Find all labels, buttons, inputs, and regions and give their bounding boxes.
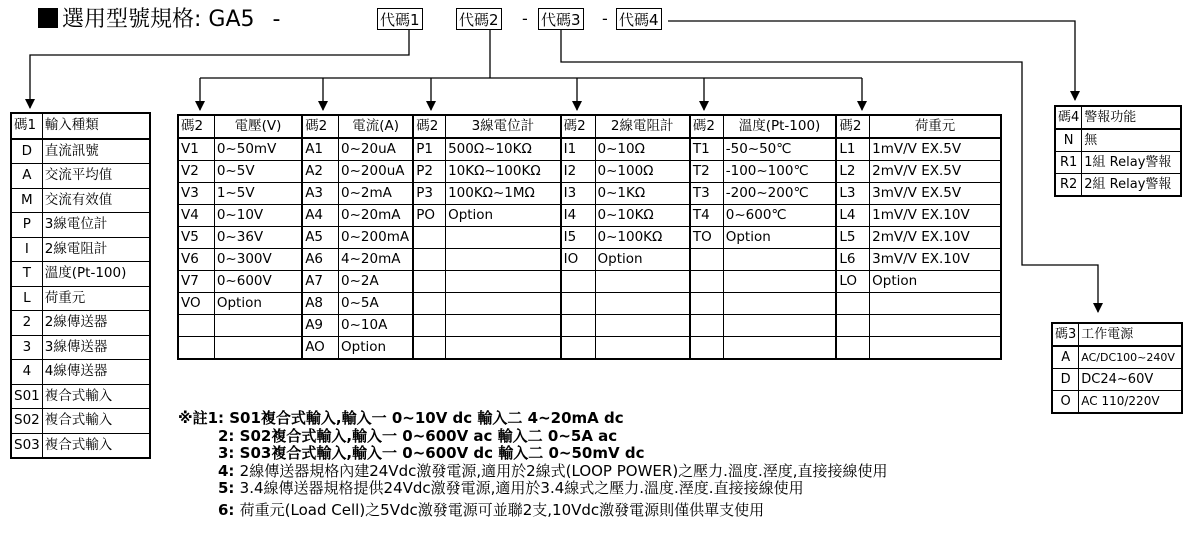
range-cell: 0~20mA bbox=[339, 205, 414, 227]
code-cell bbox=[561, 315, 595, 337]
code-cell: T4 bbox=[690, 205, 723, 227]
code-cell: A5 bbox=[302, 227, 338, 249]
code-cell: L4 bbox=[836, 205, 869, 227]
range-cell: 0~5V bbox=[214, 161, 302, 183]
code-cell: L6 bbox=[836, 249, 869, 271]
range-cell: 2mV/V EX.5V bbox=[870, 161, 1001, 183]
range-cell: 0~1KΩ bbox=[595, 183, 690, 205]
table-row: I 2線電阻計 bbox=[11, 237, 150, 262]
code-cell: VO bbox=[178, 293, 214, 315]
range-cell bbox=[723, 315, 836, 337]
code-cell: V5 bbox=[178, 227, 214, 249]
code-cell: A6 bbox=[302, 249, 338, 271]
code-cell: A8 bbox=[302, 293, 338, 315]
note-item: 4: 2線傳送器規格內建24Vdc激發電源,適用於2線式(LOOP POWER)之壓力.溫度.溼度,直接接線使用 bbox=[218, 461, 888, 480]
range-cell bbox=[595, 271, 690, 293]
code-separator: - bbox=[522, 9, 528, 28]
code-separator: - bbox=[602, 9, 608, 28]
code-cell bbox=[561, 271, 595, 293]
range-cell: 3mV/V EX.5V bbox=[870, 183, 1001, 205]
range-cell bbox=[723, 293, 836, 315]
range-cell bbox=[446, 249, 561, 271]
range-cell: 0~50mV bbox=[214, 138, 302, 161]
code-cell bbox=[561, 337, 595, 360]
range-cell: -50~50℃ bbox=[723, 138, 836, 161]
table-row bbox=[178, 138, 1001, 161]
table-row: A 交流平均值 bbox=[11, 164, 150, 189]
range-cell bbox=[595, 315, 690, 337]
range-cell: 1mV/V EX.10V bbox=[870, 205, 1001, 227]
note-item: ※註1: S01複合式輸入,輸入一 0~10V dc 輸入二 4~20mA dc bbox=[178, 409, 624, 427]
table-row: D DC24~60V bbox=[1052, 369, 1182, 391]
table-row: O AC 110/220V bbox=[1052, 391, 1182, 414]
code-cell: LO bbox=[836, 271, 869, 293]
note-item: 3: S03複合式輸入,輸入一 0~600V dc 輸入二 0~50mV dc bbox=[218, 444, 645, 462]
range-cell: 0~20uA bbox=[339, 138, 414, 161]
table-row bbox=[178, 271, 1001, 293]
range-cell: 0~200uA bbox=[339, 161, 414, 183]
notes-block bbox=[178, 410, 888, 519]
range-cell: 4~20mA bbox=[339, 249, 414, 271]
range-cell: Option bbox=[723, 227, 836, 249]
code-cell: TO bbox=[690, 227, 723, 249]
table-row bbox=[178, 161, 1001, 183]
code-box-3: 代碼3 bbox=[538, 8, 584, 30]
table-row: S02 複合式輸入 bbox=[11, 409, 150, 434]
range-cell bbox=[595, 293, 690, 315]
code-box-4: 代碼4 bbox=[616, 8, 662, 30]
header-input-type: 輸入種類 bbox=[42, 113, 150, 139]
alarm-table bbox=[1054, 105, 1182, 197]
code-cell bbox=[413, 337, 445, 360]
range-cell: Option bbox=[595, 249, 690, 271]
range-table bbox=[177, 114, 1002, 360]
code-cell: A9 bbox=[302, 315, 338, 337]
code-cell: P3 bbox=[413, 183, 445, 205]
table-row: 4 4線傳送器 bbox=[11, 360, 150, 385]
table-row: 2 2線傳送器 bbox=[11, 311, 150, 336]
code-cell: L3 bbox=[836, 183, 869, 205]
table-row bbox=[178, 205, 1001, 227]
range-cell: 1~5V bbox=[214, 183, 302, 205]
code-cell: A2 bbox=[302, 161, 338, 183]
code-cell: V7 bbox=[178, 271, 214, 293]
range-cell: 0~100KΩ bbox=[595, 227, 690, 249]
code-cell: AO bbox=[302, 337, 338, 360]
code-cell bbox=[178, 337, 214, 360]
header-code1: 碼1 bbox=[11, 113, 42, 139]
table-header-row: 碼2 電壓(V) 碼2 電流(A) 碼2 3線電位計 碼2 2線電阻計 碼2 溫度(Pt-100) 碼2 荷重元 bbox=[178, 115, 1001, 138]
code-cell: I2 bbox=[561, 161, 595, 183]
code-cell: T1 bbox=[690, 138, 723, 161]
range-cell bbox=[446, 337, 561, 360]
table-row: S01 複合式輸入 bbox=[11, 384, 150, 409]
range-cell bbox=[870, 315, 1001, 337]
range-cell bbox=[870, 337, 1001, 360]
code-cell bbox=[690, 293, 723, 315]
code-cell bbox=[178, 315, 214, 337]
range-cell bbox=[214, 315, 302, 337]
power-table bbox=[1051, 322, 1183, 414]
range-cell: 0~600℃ bbox=[723, 205, 836, 227]
code-cell bbox=[413, 249, 445, 271]
table-row bbox=[178, 293, 1001, 315]
table-row: P 3線電位計 bbox=[11, 213, 150, 238]
code-cell bbox=[690, 271, 723, 293]
code-cell: I3 bbox=[561, 183, 595, 205]
table-row: M 交流有效值 bbox=[11, 188, 150, 213]
table-row bbox=[178, 337, 1001, 360]
range-cell bbox=[446, 293, 561, 315]
code-cell: PO bbox=[413, 205, 445, 227]
table-row: L 荷重元 bbox=[11, 286, 150, 311]
code-cell: T2 bbox=[690, 161, 723, 183]
code-cell: A1 bbox=[302, 138, 338, 161]
range-cell: Option bbox=[214, 293, 302, 315]
code-cell: I1 bbox=[561, 138, 595, 161]
code-cell bbox=[690, 249, 723, 271]
range-cell: 1mV/V EX.5V bbox=[870, 138, 1001, 161]
page-title: 選用型號規格: GA5 - bbox=[38, 6, 280, 34]
code-cell bbox=[836, 293, 869, 315]
square-bullet-icon bbox=[38, 8, 58, 28]
code-cell: A3 bbox=[302, 183, 338, 205]
range-cell: 0~36V bbox=[214, 227, 302, 249]
table-row bbox=[178, 315, 1001, 337]
range-cell: 500Ω~10KΩ bbox=[446, 138, 561, 161]
table-row: R1 1組 Relay警報 bbox=[1055, 152, 1181, 174]
code-cell: P2 bbox=[413, 161, 445, 183]
range-cell: 0~10Ω bbox=[595, 138, 690, 161]
range-cell: 0~10KΩ bbox=[595, 205, 690, 227]
range-cell: -100~100℃ bbox=[723, 161, 836, 183]
table-row: N 無 bbox=[1055, 129, 1181, 152]
range-cell: 0~2mA bbox=[339, 183, 414, 205]
range-cell bbox=[446, 315, 561, 337]
range-cell bbox=[446, 271, 561, 293]
range-cell: 0~200mA bbox=[339, 227, 414, 249]
table-header-row: 碼3 工作電源 bbox=[1052, 323, 1182, 346]
note-item: 2: S02複合式輸入,輸入一 0~600V ac 輸入二 0~5A ac bbox=[218, 426, 618, 445]
table-row: T 溫度(Pt-100) bbox=[11, 262, 150, 287]
code-cell: IO bbox=[561, 249, 595, 271]
code-cell: L2 bbox=[836, 161, 869, 183]
range-cell: 10KΩ~100KΩ bbox=[446, 161, 561, 183]
code-cell: V3 bbox=[178, 183, 214, 205]
code-cell bbox=[413, 293, 445, 315]
table-row bbox=[178, 249, 1001, 271]
code-cell bbox=[690, 337, 723, 360]
range-cell: -200~200℃ bbox=[723, 183, 836, 205]
code-box-1: 代碼1 bbox=[377, 8, 423, 30]
code-cell bbox=[561, 293, 595, 315]
code-cell bbox=[413, 227, 445, 249]
code-cell: A7 bbox=[302, 271, 338, 293]
connector-code1 bbox=[30, 30, 409, 108]
range-cell bbox=[214, 337, 302, 360]
code-cell: I5 bbox=[561, 227, 595, 249]
code-cell bbox=[836, 337, 869, 360]
table-row: S03 複合式輸入 bbox=[11, 433, 150, 458]
table-row: D 直流訊號 bbox=[11, 139, 150, 164]
table-header-row: 碼4 警報功能 bbox=[1055, 106, 1181, 129]
code-cell bbox=[413, 271, 445, 293]
code-cell bbox=[690, 315, 723, 337]
range-cell: 2mV/V EX.10V bbox=[870, 227, 1001, 249]
range-cell: Option bbox=[870, 271, 1001, 293]
code-cell: V4 bbox=[178, 205, 214, 227]
range-cell: 0~100Ω bbox=[595, 161, 690, 183]
code-cell: V6 bbox=[178, 249, 214, 271]
input-type-table bbox=[10, 112, 151, 459]
table-header-row bbox=[11, 113, 150, 139]
range-cell bbox=[723, 249, 836, 271]
table-row: R2 2組 Relay警報 bbox=[1055, 174, 1181, 197]
range-cell: 100KΩ~1MΩ bbox=[446, 183, 561, 205]
table-row: 3 3線傳送器 bbox=[11, 335, 150, 360]
code-cell: L1 bbox=[836, 138, 869, 161]
code-cell: L5 bbox=[836, 227, 869, 249]
range-cell bbox=[446, 227, 561, 249]
connector-code4 bbox=[668, 21, 1075, 100]
code-cell: I4 bbox=[561, 205, 595, 227]
range-cell: Option bbox=[339, 337, 414, 360]
range-cell: 0~10A bbox=[339, 315, 414, 337]
range-cell: 3mV/V EX.10V bbox=[870, 249, 1001, 271]
range-cell: 0~600V bbox=[214, 271, 302, 293]
table-row bbox=[178, 227, 1001, 249]
code-box-2: 代碼2 bbox=[456, 8, 502, 30]
code-cell bbox=[836, 315, 869, 337]
range-cell: 0~10V bbox=[214, 205, 302, 227]
note-item: 6: 荷重元(Load Cell)之5Vdc激發電源可並聯2支,10Vdc激發電源則僅供單支使用 bbox=[218, 500, 765, 519]
code-cell bbox=[413, 315, 445, 337]
range-cell: 0~5A bbox=[339, 293, 414, 315]
code-cell: V1 bbox=[178, 138, 214, 161]
table-row bbox=[178, 183, 1001, 205]
code-cell: T3 bbox=[690, 183, 723, 205]
range-cell bbox=[870, 293, 1001, 315]
range-cell bbox=[595, 337, 690, 360]
range-cell bbox=[723, 271, 836, 293]
code-cell: A4 bbox=[302, 205, 338, 227]
range-cell: Option bbox=[446, 205, 561, 227]
range-cell: 0~300V bbox=[214, 249, 302, 271]
code-cell: V2 bbox=[178, 161, 214, 183]
note-item: 5: 3.4線傳送器規格提供24Vdc激發電源,適用於3.4線式之壓力.溫度.溼度.直接接線使用 bbox=[218, 479, 804, 497]
code-cell: P1 bbox=[413, 138, 445, 161]
range-cell bbox=[723, 337, 836, 360]
range-cell: 0~2A bbox=[339, 271, 414, 293]
table-row: A AC/DC100~240V bbox=[1052, 346, 1182, 369]
